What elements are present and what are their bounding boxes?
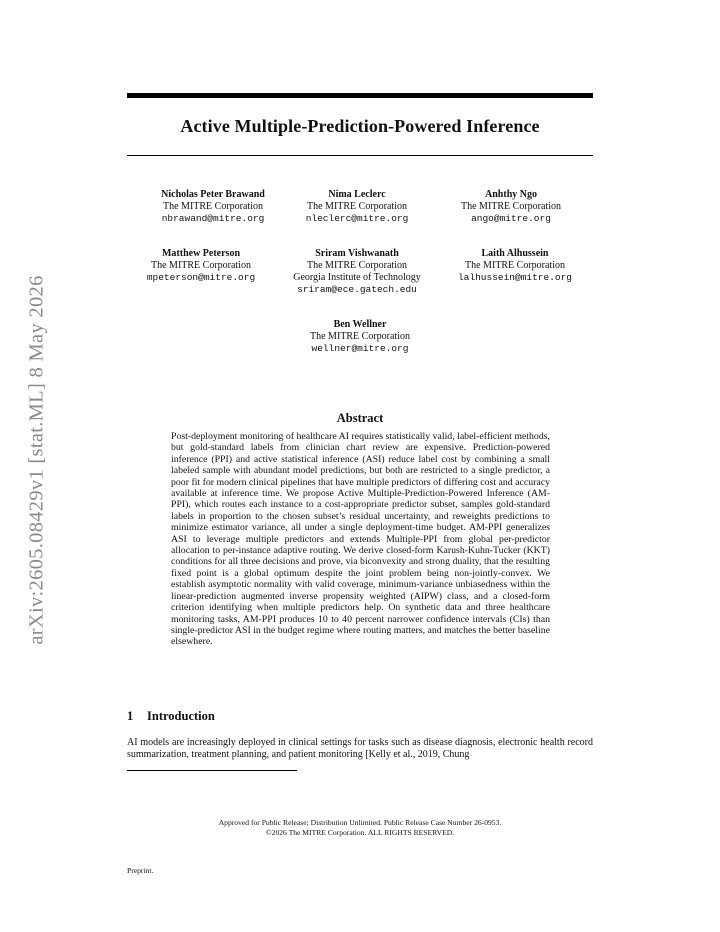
section-title: Introduction (147, 709, 215, 723)
footnote (127, 818, 593, 837)
author-name: Matthew Peterson (161, 248, 241, 259)
author-affiliation: The MITRE Corporation (163, 201, 263, 212)
author-name: Nicholas Peter Brawand (161, 189, 265, 200)
title-bottom-rule (127, 155, 593, 156)
author-email: nleclerc@mitre.org (305, 213, 409, 224)
author-email: ango@mitre.org (471, 213, 551, 224)
section-heading (127, 709, 215, 724)
author-email: nbrawand@mitre.org (161, 213, 265, 224)
author-name: Anhthy Ngo (485, 189, 537, 200)
footnote-release-line: Approved for Public Release; Distribution Unlimited. Public Release Case Number 26-0953. (218, 818, 502, 827)
preprint-label: Preprint. (127, 866, 154, 875)
author-name: Ben Wellner (333, 319, 387, 330)
author-affiliation: The MITRE Corporation (307, 260, 407, 271)
author-affiliation: The MITRE Corporation (465, 260, 565, 271)
section-number: 1 (127, 709, 134, 723)
author-affiliation: The MITRE Corporation (151, 260, 251, 271)
author-block (426, 189, 596, 225)
author-block (275, 319, 445, 355)
author-block (272, 189, 442, 225)
author-name: Nima Leclerc (328, 189, 386, 200)
author-affiliation-secondary: Georgia Institute of Technology (293, 272, 421, 283)
author-email: lalhussein@mitre.org (457, 272, 573, 283)
author-block (430, 248, 600, 284)
footnote-rule (127, 770, 297, 771)
author-email: sriram@ece.gatech.edu (297, 284, 417, 295)
author-email: mpeterson@mitre.org (146, 272, 256, 283)
footnote-copyright-line: ©2026 The MITRE Corporation. ALL RIGHTS RESERVED. (265, 827, 455, 837)
author-affiliation: The MITRE Corporation (307, 201, 407, 212)
author-name: Sriram Vishwanath (315, 248, 399, 259)
author-block (272, 248, 442, 296)
author-email: wellner@mitre.org (311, 343, 409, 354)
arxiv-side-stamp: arXiv:2605.08429v1 [stat.ML] 8 May 2026 (25, 275, 48, 645)
author-affiliation: The MITRE Corporation (461, 201, 561, 212)
abstract-text: Post-deployment monitoring of healthcare AI requires statistically valid, label-efficient methods, but gold-standard labels from clinician chart review are expensive. Prediction-powered inference (PPI) and active statistical inference (ASI) reduce label cost by combining a small labeled sample with abundant model predictions, but both are restricted to a single predictor, a poor fit for modern clinical pipelines that have multiple predictors of differing cost and accuracy available at inference time. We propose Active Multiple-Prediction-Powered Inference (AM-PPI), which routes each instance to a cost-appropriate predictor subset, samples gold-standard labels in proportion to the chosen subset’s residual uncertainty, and reweights predictions to minimize estimator variance, all under a single deployment-time budget. AM-PPI generalizes ASI to leverage multiple predictors and extends Multiple-PPI from global per-predictor allocation to per-instance adaptive routing. We derive closed-form Karush-Kuhn-Tucker (KKT) conditions for all three decisions and prove, via biconvexity and strong duality, that the resulting fixed point is a global optimum despite the joint problem being non-jointly-convex. We establish asymptotic normality with valid coverage, minimum-variance unbiasedness within the linear-prediction augmented inverse propensity weighted (AIPW) class, and a closed-form criterion identifying when multiple predictors help. On synthetic data and three healthcare monitoring tasks, AM-PPI produces 10 to 40 percent narrower confidence intervals (CIs) than single-predictor ASI in the budget regime where routing matters, and matches the better baseline elsewhere. (171, 431, 550, 648)
author-affiliation: The MITRE Corporation (310, 331, 410, 342)
author-name: Laith Alhussein (481, 248, 549, 259)
paper-title: Active Multiple-Prediction-Powered Inference (180, 116, 540, 136)
abstract-heading: Abstract (336, 411, 384, 425)
title-top-rule (127, 93, 593, 98)
introduction-text: AI models are increasingly deployed in clinical settings for tasks such as disease diagnosis, electronic health record summarization, treatment planning, and patient monitoring [Kelly et al., 2019, Chung (127, 737, 593, 760)
author-block (116, 248, 286, 284)
